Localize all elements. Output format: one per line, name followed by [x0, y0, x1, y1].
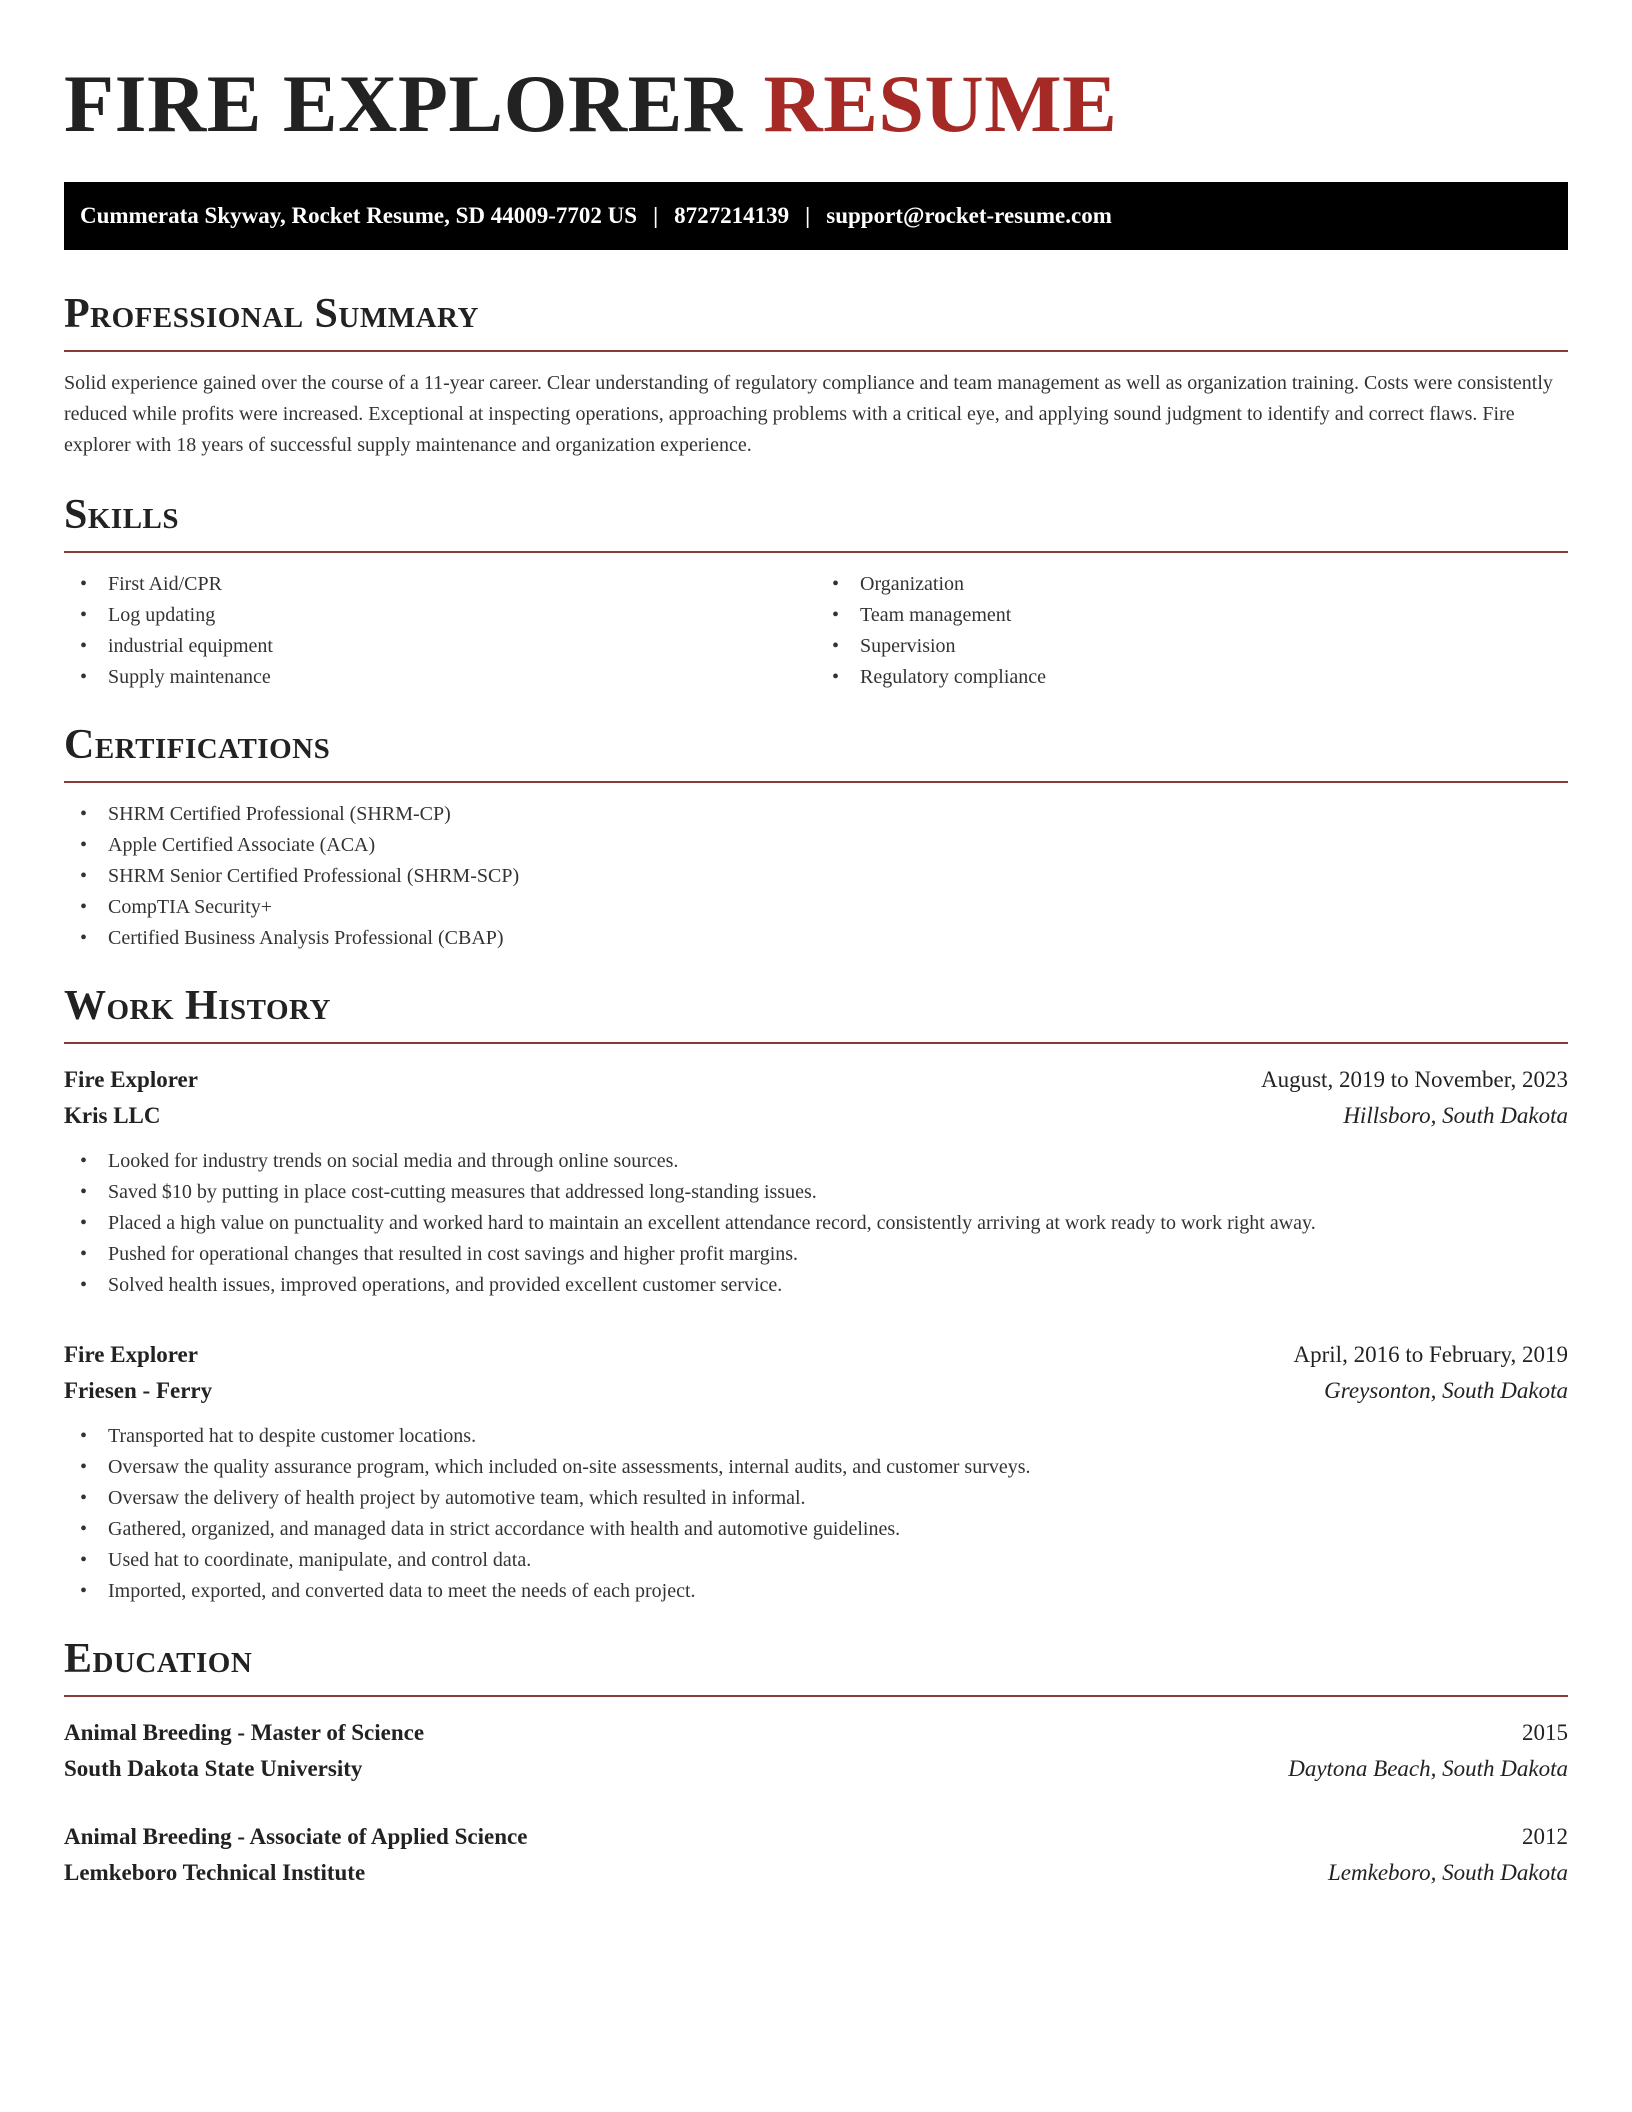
education-degree: Animal Breeding - Associate of Applied Science	[64, 1824, 528, 1849]
skill-item: • Supply maintenance	[64, 662, 816, 693]
skills-column-left	[64, 569, 816, 693]
certifications-list	[64, 799, 1568, 954]
job-duty: • Imported, exported, and converted data to meet the needs of each project.	[64, 1576, 1568, 1607]
job-company: Kris LLC	[64, 1103, 161, 1128]
job-entry	[64, 1337, 1568, 1607]
certification-item: • SHRM Senior Certified Professional (SHRM-SCP)	[64, 861, 1568, 892]
contact-separator: |	[653, 203, 659, 228]
title-accent: RESUME	[763, 58, 1118, 149]
job-company: Friesen - Ferry	[64, 1378, 213, 1403]
job-duty: • Gathered, organized, and managed data in strict accordance with health and automotive guidelines.	[64, 1514, 1568, 1545]
skill-item: • Log updating	[64, 600, 816, 631]
section-heading: Professional Summary	[64, 288, 1568, 352]
education-school-row	[64, 1855, 1568, 1891]
job-duty: • Looked for industry trends on social media and through online sources.	[64, 1146, 1568, 1177]
job-company-row	[64, 1373, 1568, 1409]
skills-list-left	[64, 569, 816, 693]
section-heading: Skills	[64, 489, 1568, 553]
title-main: FIRE EXPLORER	[64, 58, 743, 149]
education-degree-row	[64, 1819, 1568, 1855]
job-location: Hillsboro, South Dakota	[1343, 1103, 1568, 1128]
education-entry	[64, 1715, 1568, 1787]
education-year: 2015	[1522, 1720, 1568, 1745]
job-title: Fire Explorer	[64, 1342, 198, 1367]
job-duty: • Placed a high value on punctuality and worked hard to maintain an excellent attendance record, consistently arriving at work ready to work right away.	[64, 1208, 1568, 1239]
contact-address: Cummerata Skyway, Rocket Resume, SD 44009-7702 US	[80, 203, 638, 228]
section-heading: Certifications	[64, 719, 1568, 783]
certification-item: • SHRM Certified Professional (SHRM-CP)	[64, 799, 1568, 830]
certification-item: • Apple Certified Associate (ACA)	[64, 830, 1568, 861]
education-degree-row	[64, 1715, 1568, 1751]
resume-title	[64, 0, 1568, 150]
section-heading: Education	[64, 1633, 1568, 1697]
skills-list-right	[816, 569, 1568, 693]
job-entry	[64, 1062, 1568, 1301]
certification-item: • Certified Business Analysis Professional (CBAP)	[64, 923, 1568, 954]
job-company-row	[64, 1098, 1568, 1134]
contact-bar	[64, 182, 1568, 250]
summary-text: Solid experience gained over the course of a 11-year career. Clear understanding of regulatory compliance and team management as well as organization training. Costs were consistently reduced while profits were increased. Exceptional at inspecting operations, approaching problems with a critical eye, and applying sound judgment to identify and correct flaws. Fire explorer with 18 years of successful supply maintenance and organization experience.	[64, 372, 1553, 456]
certification-item: • CompTIA Security+	[64, 892, 1568, 923]
skills-column-right	[816, 569, 1568, 693]
skills-columns	[64, 569, 1568, 693]
job-duty: • Transported hat to despite customer locations.	[64, 1421, 1568, 1452]
contact-email: support@rocket-resume.com	[826, 203, 1112, 228]
job-duty: • Oversaw the quality assurance program, which included on-site assessments, internal audits, and customer surveys.	[64, 1452, 1568, 1483]
certifications-section	[64, 719, 1568, 954]
contact-separator: |	[805, 203, 811, 228]
job-duty: • Solved health issues, improved operations, and provided excellent customer service.	[64, 1270, 1568, 1301]
job-title: Fire Explorer	[64, 1067, 198, 1092]
education-year: 2012	[1522, 1824, 1568, 1849]
job-location: Greysonton, South Dakota	[1324, 1378, 1568, 1403]
education-school-row	[64, 1751, 1568, 1787]
job-dates: August, 2019 to November, 2023	[1261, 1067, 1568, 1092]
job-duty: • Pushed for operational changes that resulted in cost savings and higher profit margins.	[64, 1239, 1568, 1270]
education-section	[64, 1633, 1568, 1891]
work-history-section	[64, 980, 1568, 1607]
skill-item: • Organization	[816, 569, 1568, 600]
skill-item: • industrial equipment	[64, 631, 816, 662]
job-header-row	[64, 1062, 1568, 1098]
skill-item: • Regulatory compliance	[816, 662, 1568, 693]
education-degree: Animal Breeding - Master of Science	[64, 1720, 425, 1745]
skill-item: • Team management	[816, 600, 1568, 631]
education-school: South Dakota State University	[64, 1756, 363, 1781]
job-duty: • Oversaw the delivery of health project by automotive team, which resulted in informal.	[64, 1483, 1568, 1514]
job-duty: • Used hat to coordinate, manipulate, and control data.	[64, 1545, 1568, 1576]
education-location: Lemkeboro, South Dakota	[1328, 1860, 1568, 1885]
skill-item: • Supervision	[816, 631, 1568, 662]
skill-item: • First Aid/CPR	[64, 569, 816, 600]
education-location: Daytona Beach, South Dakota	[1288, 1756, 1568, 1781]
professional-summary-section	[64, 288, 1568, 461]
job-dates: April, 2016 to February, 2019	[1293, 1342, 1568, 1367]
skills-section	[64, 489, 1568, 693]
education-school: Lemkeboro Technical Institute	[64, 1860, 366, 1885]
job-duty: • Saved $10 by putting in place cost-cutting measures that addressed long-standing issues.	[64, 1177, 1568, 1208]
section-heading: Work History	[64, 980, 1568, 1044]
education-entry	[64, 1819, 1568, 1891]
contact-phone: 8727214139	[674, 203, 790, 228]
job-header-row	[64, 1337, 1568, 1373]
job-duties-list	[64, 1421, 1568, 1607]
job-duties-list	[64, 1146, 1568, 1301]
